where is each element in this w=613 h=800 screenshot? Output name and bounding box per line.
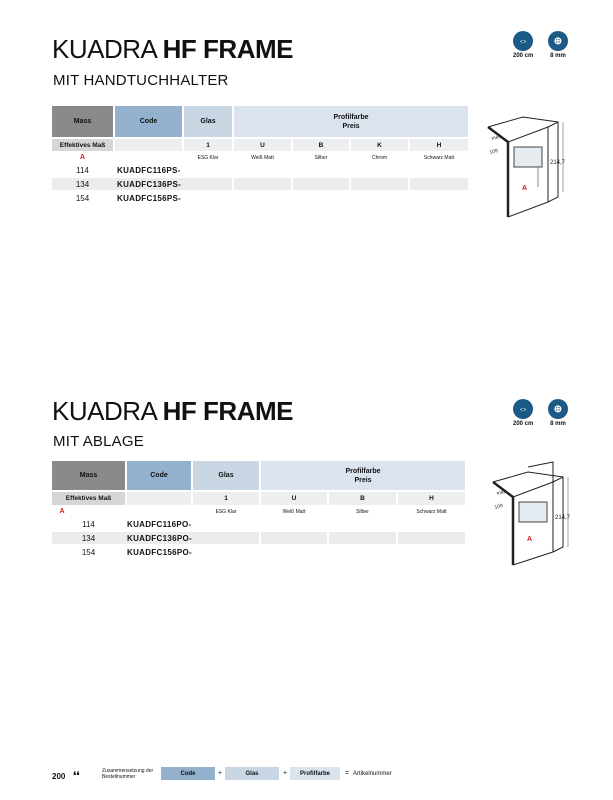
badge-label: 8 mm — [550, 421, 566, 427]
header-mass: Mass — [52, 461, 125, 490]
drawing-a-label: A — [522, 185, 528, 192]
sub-glas-1: 1 — [184, 139, 232, 151]
sub-color-h: H — [410, 139, 468, 151]
table-row-mass: 134 — [81, 533, 96, 543]
title-model: HF FRAME — [162, 34, 293, 64]
label-schwarz-matt: Schwarz Matt — [423, 154, 455, 161]
header-profilfarbe — [261, 461, 465, 490]
title-model: HF FRAME — [162, 396, 293, 426]
header-glas: Glas — [184, 106, 232, 137]
header-profil-label: Profilfarbe — [345, 467, 381, 475]
label-chrom: Chrom — [371, 154, 387, 161]
header-preis-label: Preis — [342, 122, 360, 130]
drawing-max-label: max. — [495, 488, 508, 497]
drawing-size-label: 109 — [493, 502, 504, 511]
sub-effektives-mass: Effektives Maß — [52, 139, 113, 151]
table-row-mass: 134 — [75, 179, 90, 189]
header-preis-label: Preis — [354, 476, 372, 484]
title-brand: KUADRA — [52, 396, 163, 426]
badge-door-width — [513, 31, 533, 59]
sub-glas-1: 1 — [193, 492, 259, 505]
label-weiss-matt: Weiß Matt — [251, 154, 274, 161]
dim-label-a: A — [79, 154, 86, 161]
badge-label: 200 cm — [513, 421, 534, 427]
glass-thickness-icon: ⊕ — [548, 399, 568, 419]
badge-label: 8 mm — [550, 53, 566, 59]
shower-drawing — [483, 457, 583, 567]
sub-color-b: B — [329, 492, 396, 505]
shower-drawing — [478, 112, 578, 222]
row-shade — [234, 178, 291, 190]
price-table — [52, 106, 468, 206]
legend-plus: + — [218, 770, 223, 777]
door-width-icon: ⇔ — [513, 31, 533, 51]
sub-code-blank — [127, 492, 191, 505]
row-shade — [351, 178, 408, 190]
header-glas: Glas — [193, 461, 259, 490]
table-row-mass: 154 — [81, 547, 96, 557]
sub-color-b: B — [293, 139, 349, 151]
sub-effektives-mass: Effektives Maß — [52, 492, 125, 505]
legend-code: Code — [161, 767, 215, 780]
badge-label: 200 cm — [513, 53, 534, 59]
product-subtitle: MIT HANDTUCHHALTER — [53, 72, 229, 89]
dim-label-a: A — [59, 508, 65, 515]
row-shade — [410, 178, 468, 190]
row-shade — [398, 532, 465, 544]
table-row-mass: 114 — [82, 519, 95, 529]
product-title — [52, 34, 293, 65]
header-profil-label: Profilfarbe — [333, 113, 369, 121]
table-row-code: KUADFC156PO- — [127, 547, 192, 557]
header-profilfarbe — [234, 106, 468, 137]
product-subtitle: MIT ABLAGE — [53, 433, 144, 450]
title-brand: KUADRA — [52, 34, 163, 64]
legend-result: Artikelnummer — [353, 771, 392, 777]
page-footer — [0, 765, 613, 789]
sub-color-u: U — [234, 139, 291, 151]
row-shade — [261, 532, 327, 544]
page-number: 200 — [52, 772, 66, 781]
brand-logo-icon: ❛❛ — [73, 771, 80, 782]
legend-plus: + — [283, 770, 288, 777]
badge-glass-thickness — [548, 31, 568, 59]
table-row-code: KUADFC136PO- — [127, 533, 192, 543]
glass-thickness-icon: ⊕ — [548, 31, 568, 51]
legend-profilfarbe: Profilfarbe — [290, 767, 340, 780]
door-width-icon: ⇔ — [513, 399, 533, 419]
row-shade — [293, 178, 349, 190]
header-mass: Mass — [52, 106, 113, 137]
drawing-height-label: 214,7 — [555, 515, 571, 521]
product-title — [52, 396, 293, 427]
table-row-mass: 114 — [76, 165, 89, 175]
label-schwarz-matt: Schwarz Matt — [416, 508, 447, 515]
drawing-size-label: 109 — [488, 147, 499, 156]
drawing-height-label: 214,7 — [550, 160, 566, 166]
row-shade — [329, 532, 396, 544]
sub-color-h: H — [398, 492, 465, 505]
legend-label: Zusammensetzung der Bestellnummer — [102, 768, 154, 780]
drawing-max-label: max. — [490, 133, 503, 142]
shower-frame — [493, 462, 568, 565]
table-row-code: KUADFC156PS- — [117, 193, 182, 203]
table-row-code: KUADFC116PS- — [117, 165, 181, 175]
sub-color-u: U — [261, 492, 327, 505]
label-esg-klar: ESG Klar — [197, 154, 219, 161]
price-table — [52, 461, 465, 561]
sub-color-k: K — [351, 139, 408, 151]
badge-door-width — [513, 399, 533, 427]
label-esg-klar: ESG Klar — [215, 508, 237, 515]
header-code: Code — [115, 106, 182, 137]
label-weiss-matt: Weiß Matt — [282, 508, 306, 515]
sub-code-blank — [115, 139, 182, 151]
label-silber: Silber — [356, 508, 369, 515]
table-row-code: KUADFC136PS- — [117, 179, 182, 189]
legend-equals: = — [345, 770, 350, 777]
header-code: Code — [127, 461, 191, 490]
legend-glas: Glas — [225, 767, 279, 780]
shower-frame — [488, 117, 563, 217]
drawing-a-label: A — [527, 536, 533, 543]
badge-glass-thickness — [548, 399, 568, 427]
label-silber: Silber — [314, 154, 328, 161]
table-row-code: KUADFC116PO- — [127, 519, 192, 529]
table-row-mass: 154 — [75, 193, 90, 203]
